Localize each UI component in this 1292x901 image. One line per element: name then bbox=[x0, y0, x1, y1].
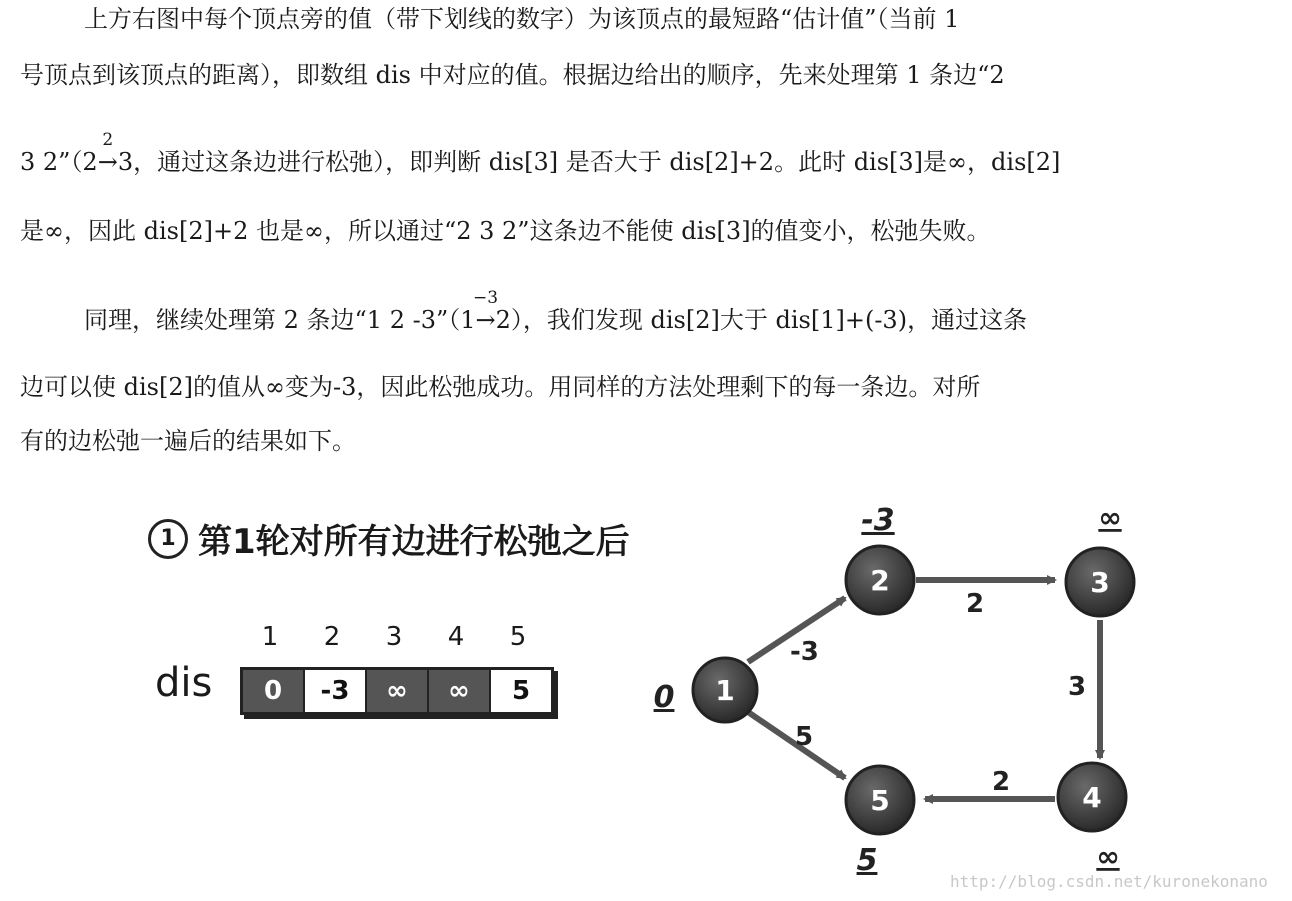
paragraph-line: 有的边松弛一遍后的结果如下。 bbox=[20, 427, 356, 455]
dis-array-label: dis bbox=[155, 660, 213, 706]
node-estimate: -3 bbox=[861, 503, 895, 538]
paragraph-line: 是∞，因此 dis[2]+2 也是∞，所以通过“2 3 2”这条边不能使 dis[3]的值变小，松弛失败。 bbox=[20, 217, 991, 245]
array-index: 4 bbox=[447, 622, 465, 652]
array-index: 2 bbox=[323, 622, 341, 652]
array-index: 3 bbox=[385, 622, 403, 652]
dis-cell: -3 bbox=[305, 670, 367, 712]
array-index: 1 bbox=[261, 622, 279, 652]
graph-node bbox=[846, 766, 914, 834]
edge-arrow-inline: → −3 bbox=[476, 305, 496, 335]
graph-node bbox=[693, 658, 757, 722]
node-label: 3 bbox=[1090, 566, 1110, 599]
text-run: 同理，继续处理第 2 条边“1 2 -3”（1 bbox=[84, 306, 476, 334]
edge-arrow-inline: → 2 bbox=[98, 147, 118, 177]
node-label: 2 bbox=[870, 564, 890, 597]
dis-cell: ∞ bbox=[429, 670, 491, 712]
node-estimate: ∞ bbox=[1098, 501, 1122, 534]
text-run: 2），我们发现 dis[2]大于 dis[1]+(-3)，通过这条 bbox=[495, 306, 1028, 334]
paragraph-line: 边可以使 dis[2]的值从∞变为-3，因此松弛成功。用同样的方法处理剩下的每一条边。对所 bbox=[20, 373, 981, 401]
edge-weight: 3 bbox=[1068, 672, 1087, 702]
edge-weight: 5 bbox=[795, 722, 814, 752]
dis-cell: ∞ bbox=[367, 670, 429, 712]
dis-cell: 5 bbox=[491, 670, 551, 712]
step-number-circle: 1 bbox=[148, 519, 188, 559]
text-run: 3，通过这条边进行松弛），即判断 dis[3] 是否大于 dis[2]+2。此时 dis[3]是∞，dis[2] bbox=[117, 148, 1061, 176]
paragraph-line: 号顶点到该顶点的距离），即数组 dis 中对应的值。根据边给出的顺序，先来处理第 1 条边“2 bbox=[20, 61, 1005, 89]
graph-node bbox=[846, 546, 914, 614]
node-label: 5 bbox=[870, 784, 890, 817]
graph-node bbox=[1058, 763, 1126, 831]
node-label: 1 bbox=[715, 674, 735, 707]
text-run: 3 2”（2 bbox=[20, 148, 98, 176]
graph-node bbox=[1066, 548, 1134, 616]
edge-weight-inline: 2 bbox=[102, 130, 114, 150]
node-estimate: 5 bbox=[856, 843, 878, 878]
edge-weight: 2 bbox=[992, 767, 1011, 797]
edge-weight: -3 bbox=[790, 637, 819, 667]
dis-cell: 0 bbox=[243, 670, 305, 712]
node-estimate: ∞ bbox=[1096, 840, 1120, 873]
array-index: 5 bbox=[509, 622, 527, 652]
figure-title-text: 第1轮对所有边进行松弛之后 bbox=[198, 522, 630, 562]
paragraph-line: 上方右图中每个顶点旁的值（带下划线的数字）为该顶点的最短路“估计值”（当前 1 bbox=[84, 5, 960, 33]
node-estimate: 0 bbox=[653, 680, 675, 715]
watermark: http://blog.csdn.net/kuronekonano bbox=[950, 872, 1268, 891]
edge-weight-inline: −3 bbox=[473, 288, 499, 308]
edge-weight: 2 bbox=[966, 589, 985, 619]
node-label: 4 bbox=[1082, 781, 1102, 814]
